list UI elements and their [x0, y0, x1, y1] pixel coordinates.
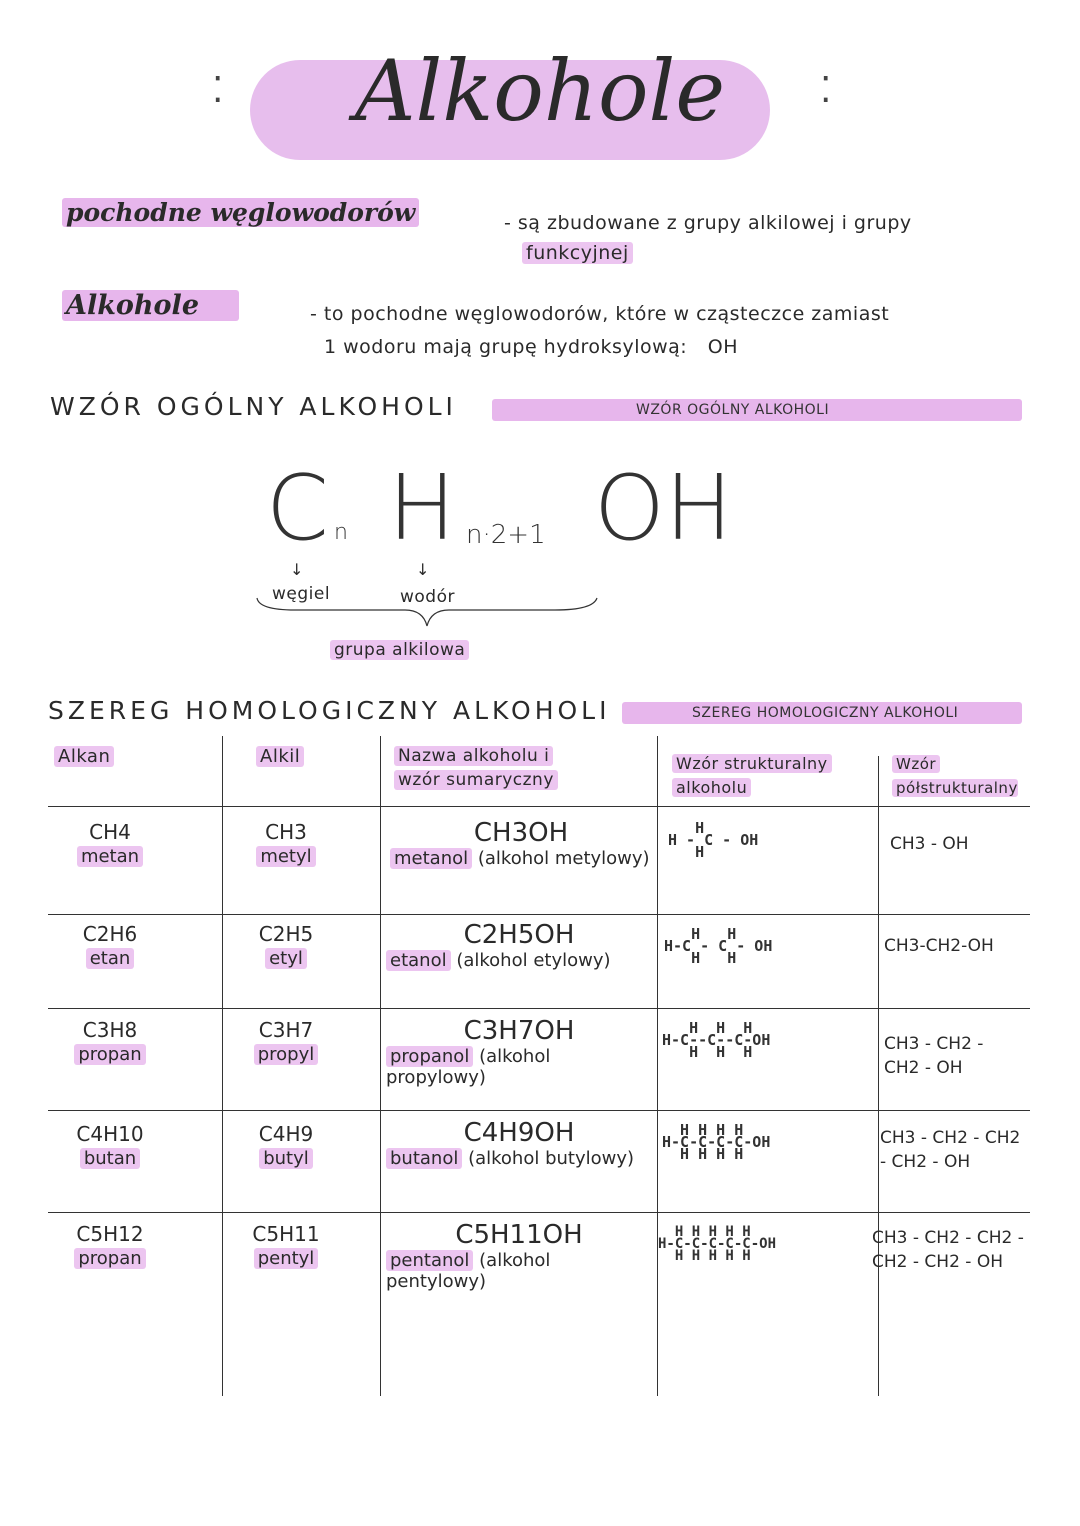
- def-alcohols-line1: - to pochodne węglowodorów, które w cząsteczce zamiast: [310, 303, 890, 325]
- row-4-name: C5H11OH pentanol (alkohol pentylowy): [386, 1220, 583, 1292]
- arrow-down-h-icon: ↓: [416, 560, 430, 579]
- formula-h: H: [388, 456, 456, 561]
- row-3-alkyl: C4H9 butyl: [258, 1122, 314, 1169]
- table-divider-1: [222, 736, 223, 1396]
- row-1-name: C2H5OH etanol (alkohol etylowy): [386, 920, 652, 971]
- formula-n-subscript: n: [334, 520, 348, 545]
- def-alcohols-line2: 1 wodoru mają grupę hydroksylową: OH: [324, 336, 738, 358]
- formula-h-subscript: n·2+1: [466, 520, 546, 550]
- table-divider-4: [878, 756, 879, 1396]
- row-2-semistructural: CH3 - CH2 - CH2 - OH: [884, 1034, 984, 1078]
- formula-oh: OH: [594, 456, 733, 561]
- row-0-semistructural: CH3 - OH: [890, 834, 969, 854]
- table-divider-3: [657, 736, 658, 1396]
- row-0-structural: H H - C - OH H: [668, 819, 759, 861]
- table-divider-2: [380, 736, 381, 1396]
- row-4-alkyl: C5H11 pentyl: [252, 1222, 320, 1269]
- row-2-alkyl: C3H7 propyl: [236, 1018, 336, 1065]
- def-derivatives-line2: funkcyjnej: [522, 242, 633, 264]
- row-1-alkane: C2H6 etan: [82, 922, 138, 969]
- general-formula-heading: WZÓR OGÓLNY ALKOHOLI: [50, 392, 457, 421]
- header-name: Nazwa alkoholu i wzór sumaryczny: [394, 744, 558, 792]
- row-3-structural: H H H H H-C-C-C-C-OH H H H H: [662, 1121, 771, 1163]
- label-hydrogen: wodór: [400, 587, 455, 607]
- table-rule-1: [48, 806, 1030, 807]
- alkyl-group-brace: [255, 596, 600, 636]
- def-derivatives-line1: - są zbudowane z grupy alkilowej i grupy: [504, 212, 912, 234]
- header-alkyl: Alkil: [256, 746, 304, 767]
- row-0-alkane: CH4 metan: [60, 820, 160, 867]
- row-1-structural: H H H-C - C - OH H H: [664, 925, 773, 967]
- row-3-name: C4H9OH butanol (alkohol butylowy): [386, 1118, 652, 1169]
- row-2-structural: H H H H-C--C--C-OH H H H: [662, 1019, 771, 1061]
- row-0-alkyl: CH3 metyl: [236, 820, 336, 867]
- page-title: Alkohole: [0, 42, 1080, 140]
- header-alkane: Alkan: [54, 746, 114, 767]
- arrow-down-c-icon: ↓: [290, 560, 304, 579]
- table-rule-4: [48, 1110, 1030, 1111]
- row-1-semistructural: CH3-CH2-OH: [884, 936, 994, 956]
- row-2-alkane: C3H8 propan: [60, 1018, 160, 1065]
- row-4-alkane: C5H12 propan: [60, 1222, 160, 1269]
- row-2-name: C3H7OH propanol (alkohol propylowy): [386, 1016, 575, 1088]
- table-rule-5: [48, 1212, 1030, 1213]
- row-1-alkyl: C2H5 etyl: [258, 922, 314, 969]
- series-bar-label: SZEREG HOMOLOGICZNY ALKOHOLI: [692, 705, 959, 721]
- table-rule-3: [48, 1008, 1030, 1009]
- header-semistructural: Wzór półstrukturalny: [892, 752, 1018, 800]
- label-alkyl-group: grupa alkilowa: [330, 640, 469, 660]
- series-heading: SZEREG HOMOLOGICZNY ALKOHOLI: [48, 696, 611, 725]
- row-0-name: CH3OH metanol (alkohol metylowy): [390, 818, 652, 869]
- label-carbon: węgiel: [272, 584, 331, 604]
- term-alcohols: Alkohole: [62, 290, 239, 321]
- row-3-alkane: C4H10 butan: [76, 1122, 144, 1169]
- table-rule-2: [48, 914, 1030, 915]
- term-derivatives: pochodne węglowodorów: [62, 198, 419, 227]
- formula-c: C: [266, 456, 329, 561]
- row-4-semistructural: CH3 - CH2 - CH2 - CH2 - CH2 - OH: [872, 1228, 1024, 1272]
- decoration-dots-left: ⁚: [212, 70, 224, 111]
- header-structural: Wzór strukturalny alkoholu: [672, 752, 832, 800]
- decoration-dots-right: ⁚: [820, 70, 832, 111]
- row-3-semistructural: CH3 - CH2 - CH2 - CH2 - OH: [880, 1128, 1021, 1172]
- general-formula-bar-label: WZÓR OGÓLNY ALKOHOLI: [636, 402, 830, 418]
- row-4-structural: H H H H H H-C-C-C-C-C-OH H H H H H: [658, 1224, 777, 1264]
